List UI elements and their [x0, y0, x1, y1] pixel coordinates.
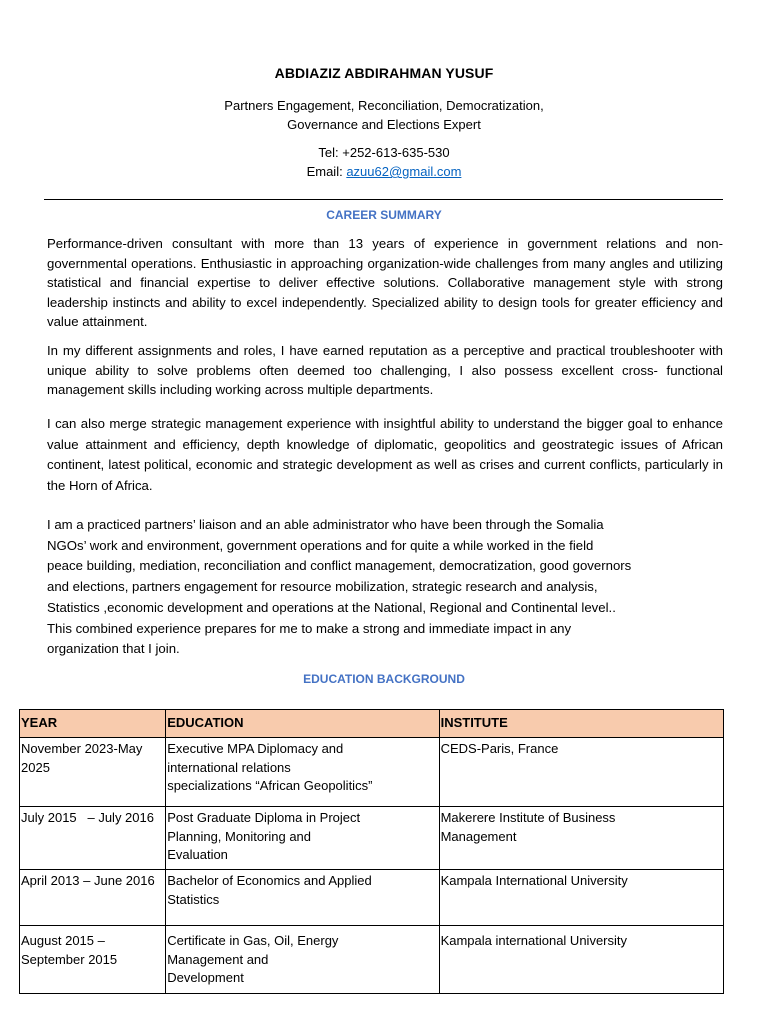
- cell-line: Certificate in Gas, Oil, Energy: [167, 933, 339, 948]
- cell-line: Development: [167, 970, 244, 985]
- cell-institute: [439, 926, 723, 994]
- cell-line: July 2015 – July 2016: [21, 810, 154, 825]
- cell-line: Management: [440, 828, 517, 844]
- column-header-institute: INSTITUTE: [439, 710, 723, 738]
- cell-line: August 2015 –: [21, 933, 105, 948]
- cell-line: Management and: [167, 951, 269, 967]
- column-header-year: YEAR: [20, 710, 166, 738]
- cell-line: Executive MPA Diplomacy and: [167, 741, 344, 756]
- paragraph-line: I am a practiced partners’ liaison and an able administrator who have been through the Somalia: [47, 517, 604, 532]
- cell-institute: [439, 870, 723, 926]
- career-paragraph: I can also merge strategic management experience with insightful ability to understand the bigger goal to enhance value attainment and efficiency, depth knowledge of diplomatic, geopolitics and geostrategic issues of African continent, latest political, economic and strategic development as well as crises and current conflicts, particularly in the Horn of Africa.: [47, 416, 723, 493]
- cell-year: [20, 870, 166, 926]
- paragraph-line: NGOs’ work and environment, government operations and for quite a while worked in the field: [47, 537, 594, 553]
- cell-education: [166, 926, 439, 994]
- cell-line: Post Graduate Diploma in Project: [167, 810, 361, 825]
- table-row: [20, 870, 724, 926]
- cell-year: [20, 807, 166, 870]
- cell-line: November 2023-May: [21, 741, 143, 756]
- cell-line: international relations: [167, 759, 291, 775]
- cell-education: [166, 807, 439, 870]
- career-paragraph: In my different assignments and roles, I have earned reputation as a perceptive and practical troubleshooter with unique ability to solve problems often deemed too challenging, I also possess excellent cross- functional management skills including working across multiple departments.: [47, 343, 723, 398]
- cell-line: Bachelor of Economics and Applied: [167, 873, 372, 888]
- cell-line: CEDS-Paris, France: [440, 741, 559, 756]
- email-line: [0, 162, 768, 181]
- cell-institute: [439, 807, 723, 870]
- cell-year: [20, 926, 166, 994]
- table-row: [20, 807, 724, 870]
- cell-line: 2025: [21, 759, 50, 775]
- professional-title: [0, 96, 768, 134]
- paragraph-line: This combined experience prepares for me to make a strong and immediate impact in any: [47, 620, 572, 636]
- cell-line: specializations “African Geopolitics”: [167, 778, 373, 793]
- column-header-education: EDUCATION: [166, 710, 439, 738]
- paragraph-line: Statistics ,economic development and operations at the National, Regional and Continental level..: [47, 599, 616, 615]
- title-line: Governance and Elections Expert: [287, 117, 481, 132]
- title-line: Partners Engagement, Reconciliation, Democratization,: [224, 98, 544, 113]
- table-row: [20, 738, 724, 807]
- cell-education: [166, 870, 439, 926]
- email-link[interactable]: azuu62@gmail.com: [346, 164, 462, 179]
- cell-line: Evaluation: [167, 847, 228, 862]
- career-summary-heading: CAREER SUMMARY: [326, 208, 442, 222]
- cell-line: Kampala International University: [440, 873, 628, 888]
- cell-education: [166, 738, 439, 807]
- header-divider: [44, 199, 723, 200]
- cell-line: Makerere Institute of Business: [440, 810, 616, 825]
- education-heading: EDUCATION BACKGROUND: [303, 672, 465, 686]
- table-row: [20, 926, 724, 994]
- cell-line: September 2015: [21, 951, 118, 967]
- paragraph-line: peace building, mediation, reconciliation and conflict management, democratization, good governors: [47, 558, 632, 574]
- career-paragraph: [47, 515, 723, 660]
- table-header-row: [20, 710, 724, 738]
- phone-number: Tel: +252-613-635-530: [318, 145, 450, 160]
- cell-line: Kampala international University: [440, 933, 628, 948]
- career-paragraph: Performance-driven consultant with more than 13 years of experience in government relations and non-governmental operations. Enthusiastic in approaching organization-wide challenges from many angles and utilizing statistical and financial expertise to deliver effective solutions. Collaborative management style with strong leadership instincts and ability to excel independently. Specialized ability to design tools for greater efficiency and value attainment.: [47, 236, 723, 330]
- paragraph-line: and elections, partners engagement for resource mobilization, strategic research and analysis,: [47, 579, 598, 595]
- contact-info: [0, 143, 768, 181]
- cell-line: Statistics: [167, 891, 220, 907]
- cell-line: Planning, Monitoring and: [167, 828, 312, 844]
- cell-line: April 2013 – June 2016: [21, 873, 155, 888]
- paragraph-line: organization that I join.: [47, 641, 180, 657]
- cell-institute: [439, 738, 723, 807]
- email-label: Email:: [306, 164, 347, 179]
- cell-year: [20, 738, 166, 807]
- education-table: [19, 709, 724, 994]
- candidate-name: ABDIAZIZ ABDIRAHMAN YUSUF: [274, 65, 494, 81]
